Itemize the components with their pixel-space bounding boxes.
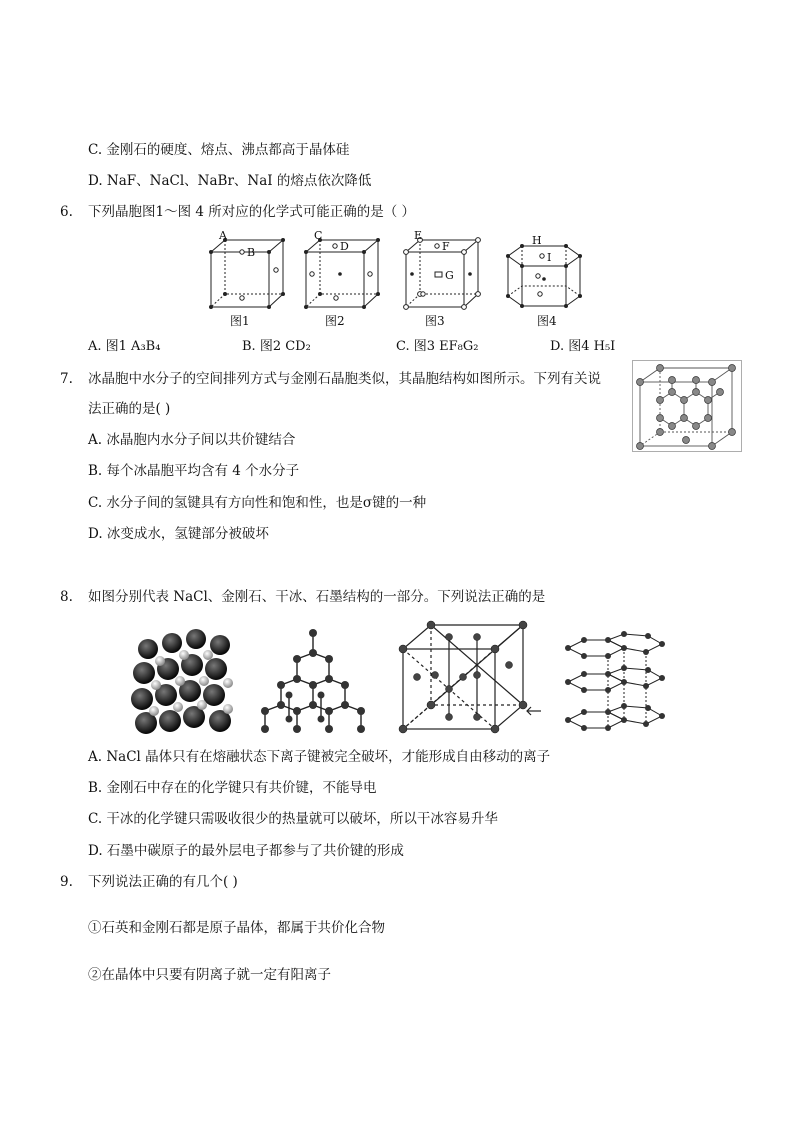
q8-option-d: D. 石墨中碳原子的最外层电子都参与了共价键的形成 [88, 843, 404, 859]
q8-option-a: A. NaCl 晶体只有在熔融状态下离子键被完全破坏，才能形成自由移动的离子 [88, 749, 551, 765]
q6-number: 6. [60, 204, 73, 220]
q6-figure-3 [400, 229, 490, 328]
q7-option-c: C. 水分子间的氢键具有方向性和饱和性，也是σ键的一种 [88, 495, 427, 511]
q6-figure-4 [500, 230, 600, 328]
q7-option-d: D. 冰变成水，氢键部分被破坏 [88, 526, 269, 542]
ice-crystal-cell-figure [632, 360, 742, 452]
diamond-structure-figure [255, 625, 375, 737]
fig2-caption: 图2 [325, 314, 345, 328]
fig1-caption: 图1 [230, 314, 250, 328]
q6-option-b: B. 图2 CD₂ [242, 339, 311, 354]
q6-option-a: A. 图1 A₃B₄ [88, 339, 161, 354]
graphite-structure-figure [562, 630, 670, 740]
q7-option-a: A. 冰晶胞内水分子间以共价键结合 [88, 432, 296, 448]
fig1-label-a: A [219, 229, 227, 242]
q8-option-b: B. 金刚石中存在的化学键只有共价键，不能导电 [88, 780, 377, 796]
nacl-structure-figure [128, 625, 240, 737]
q9-stem: 下列说法正确的有几个( ) [88, 874, 238, 890]
q8-option-c: C. 干冰的化学键只需吸收很少的热量就可以破坏，所以干冰容易升华 [88, 811, 498, 827]
q6-option-c: C. 图3 EF₈G₂ [396, 339, 479, 354]
q7-number: 7. [60, 371, 73, 387]
q9-number: 9. [60, 874, 73, 890]
q9-item-2: ②在晶体中只要有阴离子就一定有阳离子 [88, 967, 331, 983]
fig4-caption: 图4 [537, 314, 557, 328]
q5-option-d: D. NaF、NaCl、NaBr、NaI 的熔点依次降低 [88, 173, 372, 189]
fig1-label-b: B [247, 246, 256, 259]
fig3-label-e: E [414, 229, 423, 242]
q5-option-c: C. 金刚石的硬度、熔点、沸点都高于晶体硅 [88, 142, 350, 158]
fig2-label-d: D [340, 240, 349, 253]
fig3-label-f: F [442, 240, 450, 253]
fig3-caption: 图3 [425, 314, 445, 328]
fig4-label-i: I [547, 251, 552, 264]
fig3-label-g: G [445, 269, 454, 282]
q6-figure-2 [300, 229, 390, 328]
dry-ice-structure-figure [395, 615, 545, 737]
fig4-label-h: H [532, 234, 542, 247]
q6-stem: 下列晶胞图1～图 4 所对应的化学式可能正确的是（ ） [88, 204, 416, 220]
q6-option-d: D. 图4 H₅I [550, 339, 616, 354]
q7-stem-line2: 法正确的是( ) [88, 401, 171, 417]
q7-stem-line1: 冰晶胞中水分子的空间排列方式与金刚石晶胞类似，其晶胞结构如图所示。下列有关说 [88, 371, 601, 387]
fig2-label-c: C [314, 229, 323, 242]
q7-option-b: B. 每个冰晶胞平均含有 4 个水分子 [88, 463, 300, 479]
q6-figure-1 [205, 229, 295, 328]
q8-stem: 如图分别代表 NaCl、金刚石、干冰、石墨结构的一部分。下列说法正确的是 [88, 589, 546, 605]
q9-item-1: ①石英和金刚石都是原子晶体，都属于共价化合物 [88, 920, 385, 936]
q8-number: 8. [60, 589, 73, 605]
